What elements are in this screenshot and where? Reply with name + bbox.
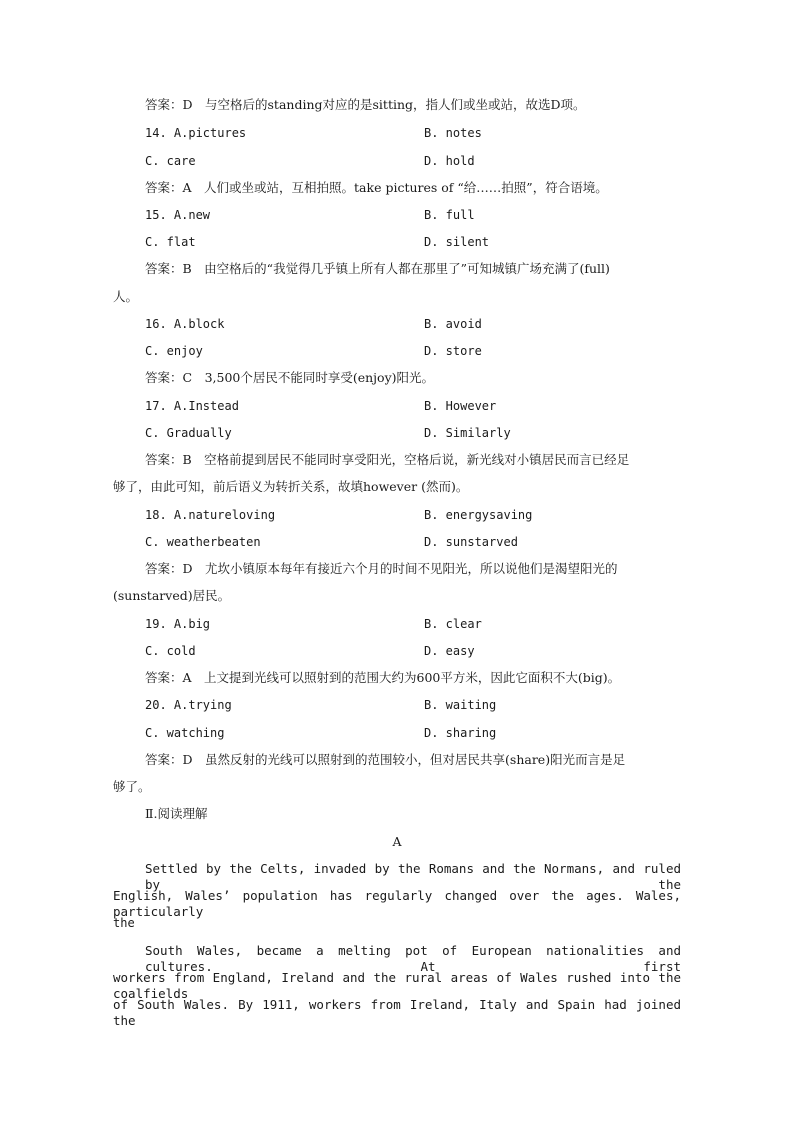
q20-option-a: 20. A.trying <box>145 698 232 712</box>
passage-line-1: Settled by the Celts, invaded by the Romans and the Normans, and ruled by the <box>145 861 681 892</box>
answer-14: 答案：A 人们或坐或站，互相拍照。take pictures of “给……拍照”，符合语境。 <box>145 180 608 195</box>
answer-20-line1: 答案：D 虽然反射的光线可以照射到的范围较小，但对居民共享(share)阳光而言是足 <box>145 752 626 767</box>
passage-line-5: workers from England, Ireland and the rural areas of Wales rushed into the coalfields <box>113 970 681 1001</box>
q16-option-d: D. store <box>424 344 482 358</box>
passage-label: A <box>392 834 402 849</box>
q14-option-d: D. hold <box>424 154 475 168</box>
answer-18-line1: 答案：D 尤坎小镇原本每年有接近六个月的时间不见阳光，所以说他们是渴望阳光的 <box>145 561 618 576</box>
q19-option-c: C. cold <box>145 644 196 658</box>
q20-option-c: C. watching <box>145 726 225 740</box>
q15-option-d: D. silent <box>424 235 490 249</box>
q19-option-b: B. clear <box>424 617 482 631</box>
answer-17-line2: 够了，由此可知，前后语义为转折关系，故填however (然而)。 <box>113 479 469 494</box>
q16-option-b: B. avoid <box>424 317 482 331</box>
passage-line-6: of South Wales. By 1911, workers from Ireland, Italy and Spain had joined the <box>113 997 681 1028</box>
q15-option-b: B. full <box>424 208 475 222</box>
answer-17-line1: 答案：B 空格前提到居民不能同时享受阳光，空格后说，新光线对小镇居民而言已经足 <box>145 452 630 467</box>
q15-option-a: 15. A.new <box>145 208 211 222</box>
q14-option-a: 14. A.pictures <box>145 126 247 140</box>
q18-option-b: B. energysaving <box>424 508 533 522</box>
q16-option-c: C. enjoy <box>145 344 203 358</box>
answer-15-line1: 答案：B 由空格后的“我觉得几乎镇上所有人都在那里了”可知城镇广场充满了(full) <box>145 261 610 276</box>
q18-option-c: C. weatherbeaten <box>145 535 261 549</box>
q19-option-a: 19. A.big <box>145 617 211 631</box>
q17-option-b: B. However <box>424 399 497 413</box>
answer-19: 答案：A 上文提到光线可以照射到的范围大约为600平方米，因此它面积不大(big)。 <box>145 670 621 685</box>
answer-13: 答案：D 与空格后的standing对应的是sitting，指人们或坐或站，故选D项。 <box>145 97 586 112</box>
answer-16: 答案：C 3,500个居民不能同时享受(enjoy)阳光。 <box>145 370 435 385</box>
answer-15-line2: 人。 <box>113 289 139 304</box>
q18-option-d: D. sunstarved <box>424 535 518 549</box>
q14-option-c: C. care <box>145 154 196 168</box>
q15-option-c: C. flat <box>145 235 196 249</box>
q20-option-d: D. sharing <box>424 726 497 740</box>
q17-option-a: 17. A.Instead <box>145 399 239 413</box>
q17-option-d: D. Similarly <box>424 426 511 440</box>
q14-option-b: B. notes <box>424 126 482 140</box>
section-heading: Ⅱ.阅读理解 <box>145 806 208 821</box>
q19-option-d: D. easy <box>424 644 475 658</box>
passage-line-4: South Wales, became a melting pot of European nationalities and cultures. At first <box>145 943 681 974</box>
answer-20-line2: 够了。 <box>113 779 151 794</box>
q18-option-a: 18. A.natureloving <box>145 508 276 522</box>
answer-18-line2: (sunstarved)居民。 <box>113 588 231 603</box>
passage-line-2: English, Wales’ population has regularly changed over the ages. Wales, particularly <box>113 888 681 919</box>
q17-option-c: C. Gradually <box>145 426 232 440</box>
passage-line-3: the <box>113 916 135 930</box>
q16-option-a: 16. A.block <box>145 317 225 331</box>
q20-option-b: B. waiting <box>424 698 497 712</box>
